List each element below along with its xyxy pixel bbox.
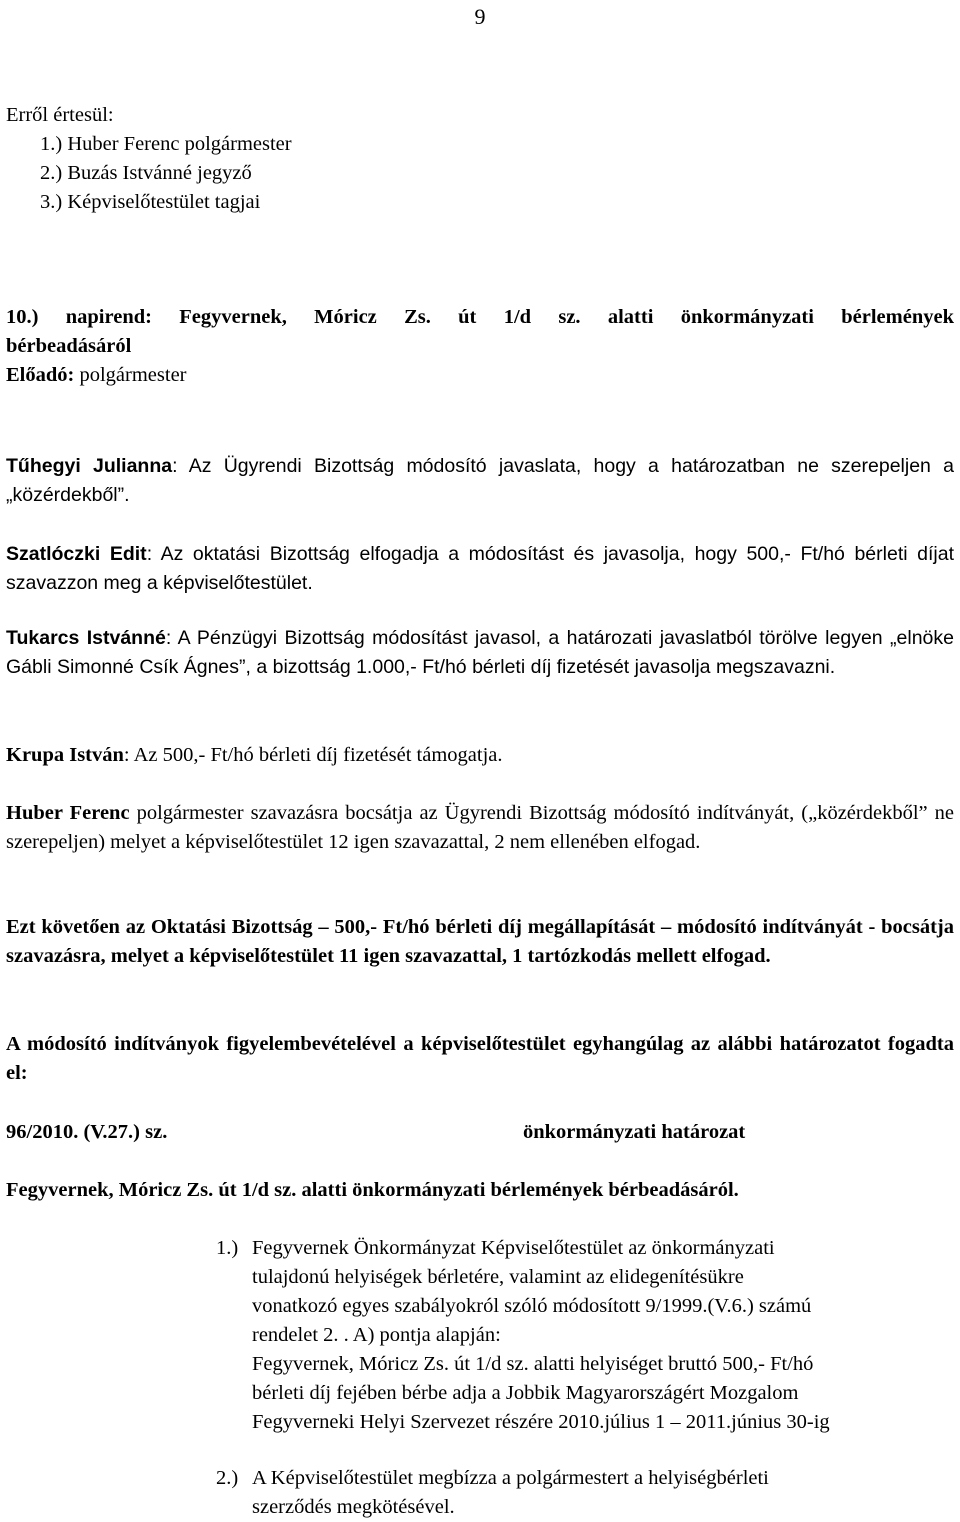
- resolution-item: [216, 1464, 956, 1522]
- statement-krupa: [6, 741, 954, 770]
- vote-paragraph-1: [6, 799, 954, 857]
- resolution-item: [216, 1234, 956, 1437]
- presenter-value: polgármester: [79, 364, 187, 386]
- item-line: bérleti díj fejében bérbe adja a Jobbik Magyarországért Mozgalom: [252, 1382, 799, 1404]
- item-line: rendelet 2. . A) pontja alapján:: [252, 1324, 501, 1346]
- presenter: [6, 361, 954, 390]
- notify-item: 2.) Buzás Istvánné jegyző: [40, 162, 252, 184]
- statement-tuhegyi: [6, 452, 954, 510]
- resolution-item-1: [216, 1234, 956, 1437]
- speaker-name: Szatlóczki Edit: [6, 543, 147, 565]
- statement-text: : Az oktatási Bizottság elfogadja a módosítást és javasolja, hogy 500,- Ft/hó bérleti díjat szavazzon meg a képviselőtestület.: [6, 543, 955, 594]
- notify-label: Erről értesül:: [6, 104, 114, 126]
- statement-text: : Az 500,- Ft/hó bérleti díj fizetését támogatja.: [123, 744, 503, 766]
- presenter-label: Előadó:: [6, 364, 75, 386]
- resolution-number: 96/2010. (V.27.) sz.: [6, 1121, 168, 1143]
- item-number: 1.): [216, 1237, 239, 1259]
- item-line: vonatkozó egyes szabályokról szóló módosított 9/1999.(V.6.) számú: [252, 1295, 812, 1317]
- agenda-title-line1: 10.) napirend: Fegyvernek, Móricz Zs. út 1/d sz. alatti önkormányzati bérlemények: [6, 306, 954, 328]
- item-line: Fegyverneki Helyi Szervezet részére 2010.július 1 – 2011.június 30-ig: [252, 1411, 830, 1433]
- notify-item: 1.) Huber Ferenc polgármester: [40, 133, 292, 155]
- speaker-name: Tukarcs Istvánné: [6, 627, 166, 649]
- vote-paragraph-2: Ezt követően az Oktatási Bizottság – 500,- Ft/hó bérleti díj megállapítását – módosító indítványát - bocsátja szavazásra, melyet a képviselőtestület 11 igen szavazattal, 1 tartózkodás mellett elfogad.: [6, 916, 954, 967]
- vote-text: polgármester szavazásra bocsátja az Ügyrendi Bizottság módosító indítványát, („közérdekből” ne szerepeljen) melyet a képviselőtestület 12 igen szavazattal, 2 nem ellenében elfogad.: [6, 802, 954, 853]
- item-number: 2.): [216, 1467, 239, 1489]
- item-line: szerződés megkötésével.: [252, 1496, 455, 1518]
- statement-text: : Az Ügyrendi Bizottság módosító javaslata, hogy a határozatban ne szerepeljen a „közérdekből”.: [6, 455, 954, 506]
- item-line: Fegyvernek Önkormányzat Képviselőtestület az önkormányzati: [252, 1237, 775, 1259]
- speaker-name: Krupa István: [6, 744, 124, 766]
- resolution-item-2: [216, 1464, 956, 1522]
- item-text: [252, 1234, 956, 1437]
- notify-list: [40, 130, 292, 217]
- agenda-title-line2: bérbeadásáról: [6, 335, 132, 357]
- summary-paragraph: A módosító indítványok figyelembevételével a képviselőtestület egyhangúlag az alábbi határozatot fogadta el:: [6, 1033, 954, 1084]
- item-text: [252, 1464, 956, 1522]
- page-number: 9: [474, 4, 486, 29]
- item-line: Fegyvernek, Móricz Zs. út 1/d sz. alatti helyiséget bruttó 500,- Ft/hó: [252, 1353, 814, 1375]
- speaker-name: Tűhegyi Julianna: [6, 455, 173, 477]
- statement-szatloczki: [6, 540, 954, 598]
- notify-item: 3.) Képviselőtestület tagjai: [40, 191, 261, 213]
- resolution-type: önkormányzati határozat: [523, 1121, 746, 1143]
- item-line: A Képviselőtestület megbízza a polgármestert a helyiségbérleti: [252, 1467, 769, 1489]
- resolution-subject: Fegyvernek, Móricz Zs. út 1/d sz. alatti önkormányzati bérlemények bérbeadásáról.: [6, 1179, 739, 1201]
- speaker-name: Huber Ferenc: [6, 802, 130, 824]
- item-line: tulajdonú helyiségek bérletére, valamint az elidegenítésükre: [252, 1266, 744, 1288]
- statement-tukarcs: [6, 624, 954, 682]
- statement-text: : A Pénzügyi Bizottság módosítást javasol, a határozati javaslatból törölve legyen „elnöke Gábli Simonné Csík Ágnes”, a bizottság 1.000,- Ft/hó bérleti díj fizetését javasolja megszavazni.: [6, 627, 954, 678]
